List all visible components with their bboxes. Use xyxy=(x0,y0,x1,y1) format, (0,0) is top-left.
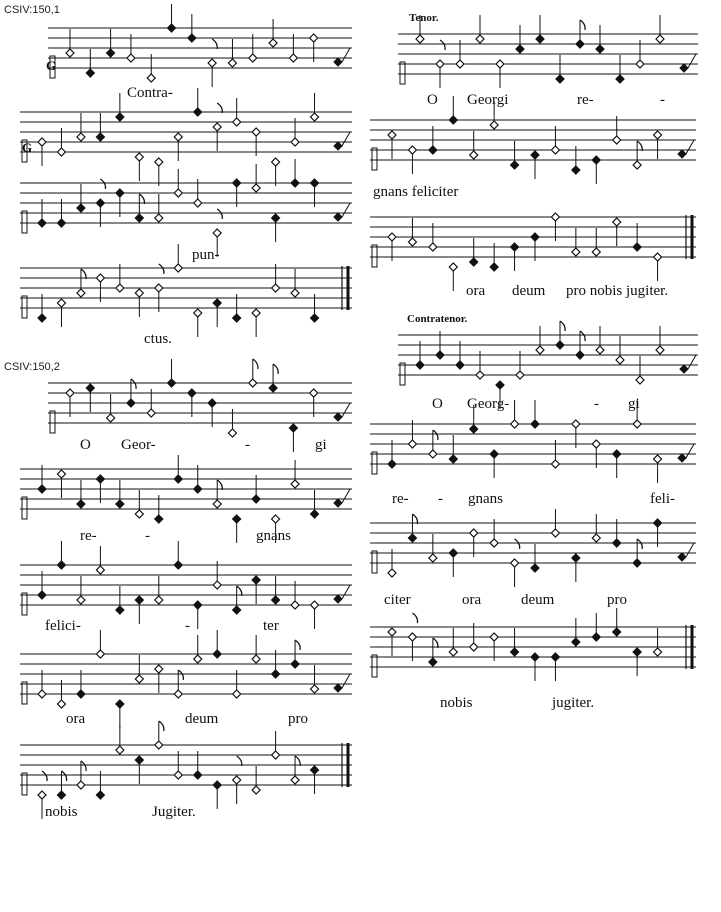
note-flag xyxy=(42,771,47,781)
lyric-syllable: jugiter. xyxy=(552,695,595,711)
lyric-syllable: re- xyxy=(577,92,594,108)
lyric-syllable: citer xyxy=(384,592,411,608)
lyric-syllable: deum xyxy=(512,283,546,299)
note-head xyxy=(311,766,319,774)
lyric-syllable: Georg- xyxy=(467,396,510,412)
lyric-syllable: nobis xyxy=(45,804,78,820)
note-head xyxy=(57,791,65,799)
lyric-syllable: - xyxy=(438,491,443,507)
lyric-syllable: ora xyxy=(462,592,482,608)
lyric-syllable: - xyxy=(594,396,599,412)
lyric-syllable: re- xyxy=(392,491,409,507)
note-flag xyxy=(159,721,164,731)
lyric-syllable: deum xyxy=(185,711,219,727)
note-head xyxy=(116,746,124,754)
lyric-syllable: - xyxy=(185,618,190,634)
note-head xyxy=(135,756,143,764)
lyric-syllable: gnans xyxy=(468,491,503,507)
note-head xyxy=(38,791,46,799)
lyric-syllable: felici- xyxy=(45,618,81,634)
note-head xyxy=(272,751,280,759)
note-head xyxy=(155,741,163,749)
note-head xyxy=(77,781,85,789)
lyric-syllable: Georgi xyxy=(467,92,509,108)
lyric-syllable: Geor- xyxy=(121,437,156,453)
lyric-syllable: ter xyxy=(263,618,279,634)
lyric-syllable: pro xyxy=(607,592,627,608)
lyric-syllable: gnans feliciter xyxy=(373,184,459,200)
note-flag xyxy=(81,761,86,771)
note-head xyxy=(213,781,221,789)
section-label-2: CSIV:150,2 xyxy=(4,361,60,373)
lyric-syllable: - xyxy=(660,92,665,108)
note-flag xyxy=(237,756,242,766)
lyric-syllable: O xyxy=(432,396,443,412)
voice-heading-tenor: Tenor. xyxy=(409,12,439,24)
lyric-syllable: - xyxy=(245,437,250,453)
g-clef-letter: G xyxy=(46,58,57,73)
lyric-syllable: nobis xyxy=(440,695,473,711)
note-head xyxy=(174,771,182,779)
clef-mark xyxy=(22,773,27,795)
note-head xyxy=(194,771,202,779)
note-flag xyxy=(61,771,66,781)
section-label-1: CSIV:150,1 xyxy=(4,4,60,16)
lyric-syllable: deum xyxy=(521,592,555,608)
lyric-syllable: pro nobis jugiter. xyxy=(566,283,669,299)
lyric-syllable: - xyxy=(145,528,150,544)
lyric-syllable: ora xyxy=(66,711,86,727)
lyric-syllable: ora xyxy=(466,283,486,299)
lyric-syllable: feli- xyxy=(650,491,675,507)
lyric-syllable: O xyxy=(427,92,438,108)
lyric-syllable: gnans xyxy=(256,528,291,544)
lyric-syllable: gi xyxy=(315,437,327,453)
lyric-syllable: ctus. xyxy=(144,331,172,347)
lyric-syllable: Contra- xyxy=(127,85,173,101)
note-head xyxy=(96,791,104,799)
lyric-syllable: O xyxy=(80,437,91,453)
note-head xyxy=(252,786,260,794)
lyric-syllable: gi xyxy=(628,396,640,412)
g-clef-letter: G xyxy=(22,140,33,155)
note-flag xyxy=(295,756,300,766)
note-head xyxy=(233,776,241,784)
lyric-syllable: Jugiter. xyxy=(152,804,196,820)
lyric-syllable: pro xyxy=(288,711,308,727)
note-head xyxy=(291,776,299,784)
lyric-syllable: re- xyxy=(80,528,97,544)
lyric-syllable: pun- xyxy=(192,247,220,263)
voice-heading-contratenor: Contratenor. xyxy=(407,313,468,325)
